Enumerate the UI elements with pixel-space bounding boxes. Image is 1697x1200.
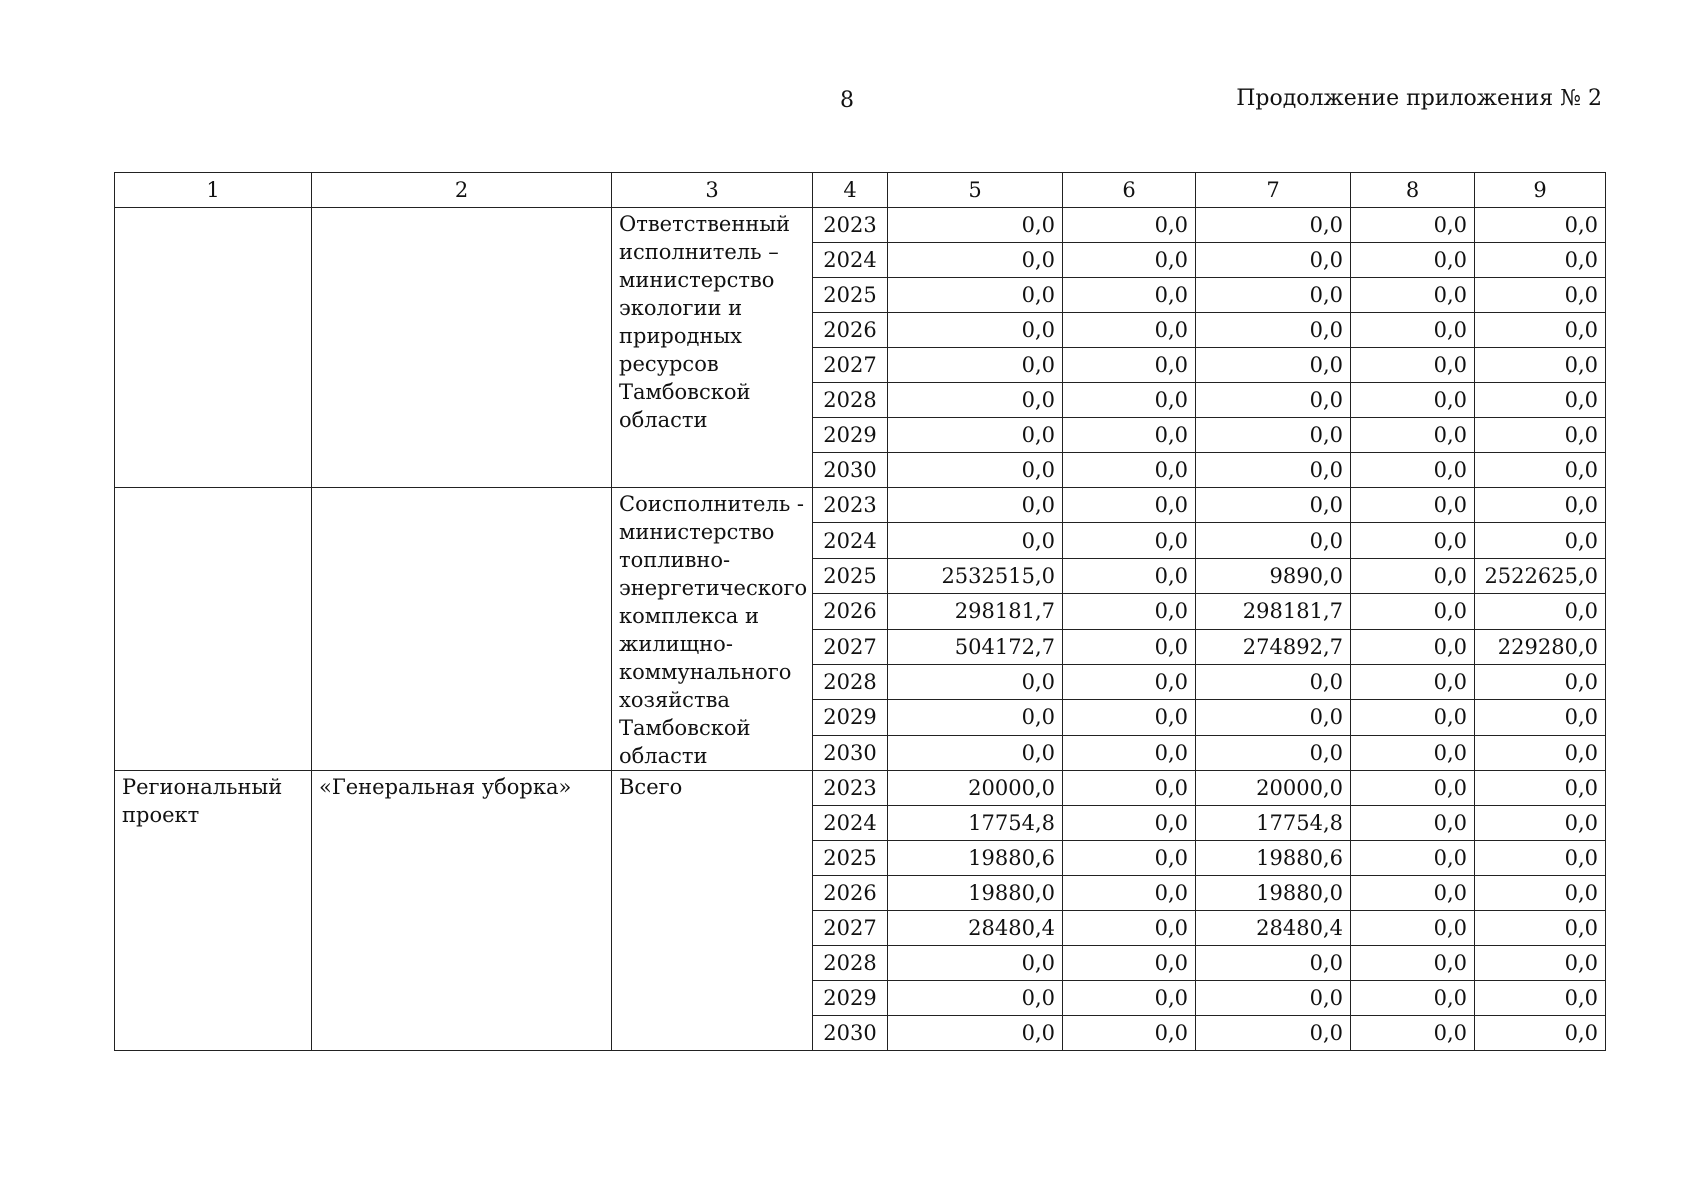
- value-cell-col5: 19880,6: [888, 841, 1063, 876]
- value-cell-col8: 0,0: [1351, 313, 1475, 348]
- year-cell: 2023: [813, 208, 888, 243]
- value-cell-col6: 0,0: [1063, 911, 1196, 946]
- executor-line: исполнитель –: [619, 240, 779, 264]
- value-cell-col7: 298181,7: [1196, 594, 1351, 629]
- executor-line: Тамбовской: [619, 380, 751, 404]
- table-row: [115, 488, 1606, 523]
- value-cell-col5: 20000,0: [888, 771, 1063, 806]
- value-cell-col5: 0,0: [888, 700, 1063, 735]
- executor-line: энергетического: [619, 576, 808, 600]
- value-cell-col6: 0,0: [1063, 771, 1196, 806]
- column-header-6: 6: [1063, 173, 1196, 208]
- value-cell-col8: 0,0: [1351, 806, 1475, 841]
- value-cell-col9: 0,0: [1475, 876, 1606, 911]
- value-cell-col5: 17754,8: [888, 806, 1063, 841]
- year-cell: 2029: [813, 981, 888, 1016]
- value-cell-col9: 0,0: [1475, 700, 1606, 735]
- value-cell-col7: 0,0: [1196, 278, 1351, 313]
- value-cell-col5: 0,0: [888, 946, 1063, 981]
- value-cell-col9: 0,0: [1475, 664, 1606, 699]
- value-cell-col8: 0,0: [1351, 664, 1475, 699]
- value-cell-col6: 0,0: [1063, 243, 1196, 278]
- value-cell-col8: 0,0: [1351, 418, 1475, 453]
- value-cell-col7: 0,0: [1196, 523, 1351, 558]
- column-header-7: 7: [1196, 173, 1351, 208]
- value-cell-col7: 0,0: [1196, 946, 1351, 981]
- value-cell-col9: 0,0: [1475, 771, 1606, 806]
- value-cell-col8: 0,0: [1351, 348, 1475, 383]
- executor-line: жилищно-: [619, 632, 733, 656]
- executor-line: коммунального: [619, 660, 792, 684]
- executor-cell: [612, 488, 813, 771]
- value-cell-col6: 0,0: [1063, 629, 1196, 664]
- value-cell-col9: 0,0: [1475, 911, 1606, 946]
- value-cell-col9: 0,0: [1475, 383, 1606, 418]
- value-cell-col6: 0,0: [1063, 453, 1196, 488]
- year-cell: 2027: [813, 348, 888, 383]
- value-cell-col9: 229280,0: [1475, 629, 1606, 664]
- value-cell-col7: 17754,8: [1196, 806, 1351, 841]
- value-cell-col8: 0,0: [1351, 771, 1475, 806]
- value-cell-col9: 0,0: [1475, 278, 1606, 313]
- value-cell-col7: 0,0: [1196, 418, 1351, 453]
- value-cell-col7: 0,0: [1196, 243, 1351, 278]
- value-cell-col7: 19880,6: [1196, 841, 1351, 876]
- year-cell: 2029: [813, 700, 888, 735]
- value-cell-col8: 0,0: [1351, 700, 1475, 735]
- value-cell-col9: 0,0: [1475, 735, 1606, 770]
- executor-cell: [612, 771, 813, 1051]
- project-type-cell: [115, 488, 312, 771]
- executor-line: комплекса и: [619, 604, 759, 628]
- year-cell: 2025: [813, 278, 888, 313]
- value-cell-col9: 0,0: [1475, 208, 1606, 243]
- value-cell-col5: 0,0: [888, 735, 1063, 770]
- table-row: [115, 208, 1606, 243]
- column-header-3: 3: [612, 173, 813, 208]
- value-cell-col8: 0,0: [1351, 629, 1475, 664]
- year-cell: 2024: [813, 243, 888, 278]
- value-cell-col7: 0,0: [1196, 981, 1351, 1016]
- value-cell-col8: 0,0: [1351, 243, 1475, 278]
- executor-line: природных: [619, 324, 743, 348]
- executor-line: топливно-: [619, 548, 731, 572]
- value-cell-col6: 0,0: [1063, 841, 1196, 876]
- value-cell-col8: 0,0: [1351, 278, 1475, 313]
- value-cell-col9: 0,0: [1475, 1016, 1606, 1051]
- year-cell: 2026: [813, 594, 888, 629]
- year-cell: 2026: [813, 313, 888, 348]
- value-cell-col7: 0,0: [1196, 383, 1351, 418]
- year-cell: 2025: [813, 841, 888, 876]
- value-cell-col9: 0,0: [1475, 946, 1606, 981]
- executor-cell: [612, 208, 813, 488]
- appendix-note: Продолжение приложения № 2: [1236, 86, 1602, 111]
- value-cell-col5: 0,0: [888, 664, 1063, 699]
- value-cell-col9: 0,0: [1475, 313, 1606, 348]
- table-row: [115, 771, 1606, 806]
- value-cell-col6: 0,0: [1063, 488, 1196, 523]
- value-cell-col8: 0,0: [1351, 911, 1475, 946]
- value-cell-col6: 0,0: [1063, 278, 1196, 313]
- value-cell-col7: 9890,0: [1196, 558, 1351, 593]
- value-cell-col6: 0,0: [1063, 523, 1196, 558]
- value-cell-col5: 0,0: [888, 243, 1063, 278]
- value-cell-col8: 0,0: [1351, 841, 1475, 876]
- year-cell: 2026: [813, 876, 888, 911]
- value-cell-col7: 0,0: [1196, 1016, 1351, 1051]
- year-cell: 2027: [813, 911, 888, 946]
- value-cell-col5: 0,0: [888, 313, 1063, 348]
- value-cell-col6: 0,0: [1063, 664, 1196, 699]
- year-cell: 2024: [813, 523, 888, 558]
- value-cell-col9: 2522625,0: [1475, 558, 1606, 593]
- executor-line: министерство: [619, 520, 775, 544]
- executor-line: экологии и: [619, 296, 743, 320]
- executor-line: Всего: [619, 775, 683, 799]
- executor-line: ресурсов: [619, 352, 719, 376]
- value-cell-col8: 0,0: [1351, 735, 1475, 770]
- value-cell-col5: 0,0: [888, 453, 1063, 488]
- value-cell-col6: 0,0: [1063, 348, 1196, 383]
- value-cell-col5: 504172,7: [888, 629, 1063, 664]
- project-name-cell: [312, 488, 612, 771]
- value-cell-col9: 0,0: [1475, 841, 1606, 876]
- project-name-cell: «Генеральная уборка»: [312, 771, 612, 1051]
- value-cell-col7: 0,0: [1196, 700, 1351, 735]
- value-cell-col6: 0,0: [1063, 981, 1196, 1016]
- value-cell-col7: 0,0: [1196, 735, 1351, 770]
- value-cell-col6: 0,0: [1063, 208, 1196, 243]
- value-cell-col8: 0,0: [1351, 558, 1475, 593]
- value-cell-col8: 0,0: [1351, 946, 1475, 981]
- value-cell-col8: 0,0: [1351, 876, 1475, 911]
- value-cell-col6: 0,0: [1063, 558, 1196, 593]
- budget-table: [114, 172, 1606, 1051]
- value-cell-col7: 0,0: [1196, 664, 1351, 699]
- value-cell-col9: 0,0: [1475, 348, 1606, 383]
- value-cell-col9: 0,0: [1475, 243, 1606, 278]
- value-cell-col6: 0,0: [1063, 418, 1196, 453]
- value-cell-col7: 28480,4: [1196, 911, 1351, 946]
- executor-line: Соисполнитель -: [619, 492, 805, 516]
- value-cell-col5: 2532515,0: [888, 558, 1063, 593]
- value-cell-col6: 0,0: [1063, 876, 1196, 911]
- value-cell-col6: 0,0: [1063, 313, 1196, 348]
- value-cell-col6: 0,0: [1063, 946, 1196, 981]
- value-cell-col8: 0,0: [1351, 523, 1475, 558]
- column-header-5: 5: [888, 173, 1063, 208]
- column-header-9: 9: [1475, 173, 1606, 208]
- value-cell-col9: 0,0: [1475, 523, 1606, 558]
- value-cell-col9: 0,0: [1475, 806, 1606, 841]
- executor-line: области: [619, 408, 708, 432]
- value-cell-col5: 0,0: [888, 383, 1063, 418]
- value-cell-col5: 298181,7: [888, 594, 1063, 629]
- value-cell-col9: 0,0: [1475, 594, 1606, 629]
- project-type-cell: Региональный проект: [115, 771, 312, 1051]
- value-cell-col8: 0,0: [1351, 453, 1475, 488]
- value-cell-col5: 0,0: [888, 523, 1063, 558]
- year-cell: 2025: [813, 558, 888, 593]
- value-cell-col7: 0,0: [1196, 208, 1351, 243]
- page-number: 8: [840, 88, 854, 113]
- value-cell-col8: 0,0: [1351, 981, 1475, 1016]
- value-cell-col8: 0,0: [1351, 383, 1475, 418]
- year-cell: 2023: [813, 771, 888, 806]
- year-cell: 2028: [813, 946, 888, 981]
- table-header: [115, 173, 1606, 208]
- value-cell-col7: 274892,7: [1196, 629, 1351, 664]
- project-type-cell: [115, 208, 312, 488]
- value-cell-col8: 0,0: [1351, 594, 1475, 629]
- value-cell-col5: 0,0: [888, 208, 1063, 243]
- year-cell: 2030: [813, 735, 888, 770]
- value-cell-col5: 0,0: [888, 278, 1063, 313]
- value-cell-col7: 19880,0: [1196, 876, 1351, 911]
- value-cell-col6: 0,0: [1063, 383, 1196, 418]
- value-cell-col9: 0,0: [1475, 418, 1606, 453]
- value-cell-col6: 0,0: [1063, 594, 1196, 629]
- executor-line: хозяйства: [619, 688, 730, 712]
- year-cell: 2028: [813, 383, 888, 418]
- value-cell-col5: 0,0: [888, 981, 1063, 1016]
- executor-line: Ответственный: [619, 212, 791, 236]
- value-cell-col5: 19880,0: [888, 876, 1063, 911]
- column-header-8: 8: [1351, 173, 1475, 208]
- executor-line: Тамбовской: [619, 716, 751, 740]
- year-cell: 2029: [813, 418, 888, 453]
- value-cell-col6: 0,0: [1063, 735, 1196, 770]
- table-body: [115, 208, 1606, 1051]
- value-cell-col7: 20000,0: [1196, 771, 1351, 806]
- value-cell-col9: 0,0: [1475, 453, 1606, 488]
- value-cell-col5: 28480,4: [888, 911, 1063, 946]
- value-cell-col8: 0,0: [1351, 208, 1475, 243]
- value-cell-col9: 0,0: [1475, 488, 1606, 523]
- project-name-cell: [312, 208, 612, 488]
- value-cell-col5: 0,0: [888, 418, 1063, 453]
- value-cell-col7: 0,0: [1196, 348, 1351, 383]
- value-cell-col5: 0,0: [888, 1016, 1063, 1051]
- year-cell: 2023: [813, 488, 888, 523]
- value-cell-col7: 0,0: [1196, 453, 1351, 488]
- year-cell: 2030: [813, 453, 888, 488]
- value-cell-col8: 0,0: [1351, 1016, 1475, 1051]
- column-header-1: 1: [115, 173, 312, 208]
- value-cell-col5: 0,0: [888, 348, 1063, 383]
- value-cell-col7: 0,0: [1196, 488, 1351, 523]
- year-cell: 2028: [813, 664, 888, 699]
- value-cell-col7: 0,0: [1196, 313, 1351, 348]
- value-cell-col6: 0,0: [1063, 806, 1196, 841]
- year-cell: 2030: [813, 1016, 888, 1051]
- value-cell-col8: 0,0: [1351, 488, 1475, 523]
- year-cell: 2027: [813, 629, 888, 664]
- value-cell-col5: 0,0: [888, 488, 1063, 523]
- header-row: [115, 173, 1606, 208]
- column-header-2: 2: [312, 173, 612, 208]
- executor-line: министерство: [619, 268, 775, 292]
- column-header-4: 4: [813, 173, 888, 208]
- value-cell-col6: 0,0: [1063, 1016, 1196, 1051]
- value-cell-col9: 0,0: [1475, 981, 1606, 1016]
- year-cell: 2024: [813, 806, 888, 841]
- value-cell-col6: 0,0: [1063, 700, 1196, 735]
- executor-line: области: [619, 744, 708, 768]
